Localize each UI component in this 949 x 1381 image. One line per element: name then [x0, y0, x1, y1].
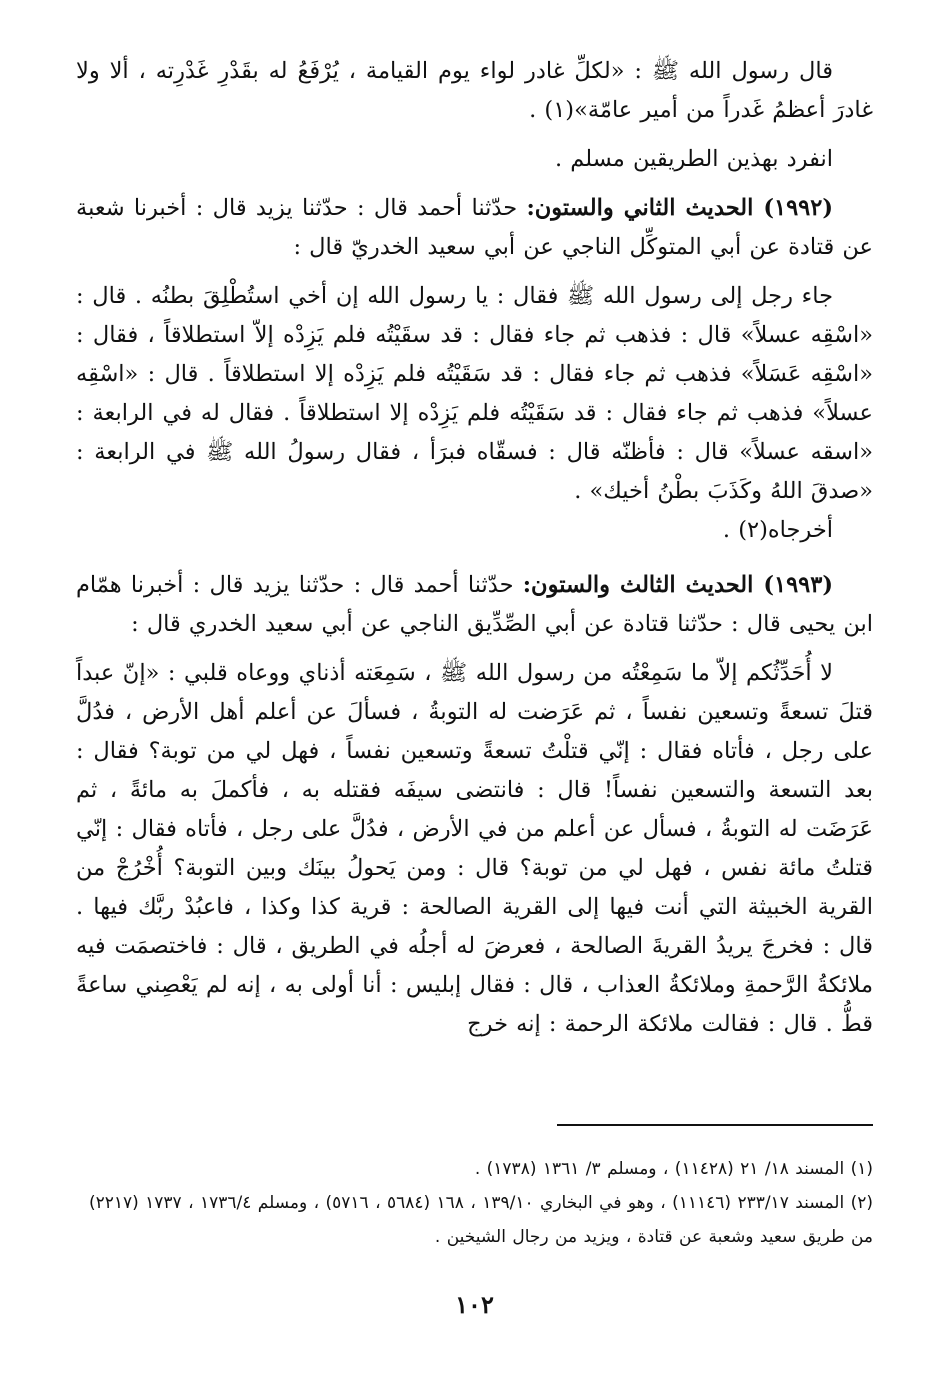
hadith-1993-heading: (١٩٩٣) الحديث الثالث والستون:: [522, 572, 833, 598]
paragraph-infarada-muslim: انفرد بهذين الطريقين مسلم .: [554, 146, 833, 172]
hadith-1992-isnad: حدّثنا أحمد قال : حدّثنا يزيد قال : أخبرنا شعبة عن قتادة عن أبي المتوكِّل الناجي عن أبي سعيد الخدريّ قال :: [76, 195, 873, 260]
paragraph-hadith-ghadir: قال رسول الله ﷺ : «لكلِّ غادر لواء يوم القيامة ، يُرْفَعُ له بقَدْرِ غَدْرِته ، ألا ولا غادرَ أعظمُ غَدراً من أمير عامّة»(١) .: [76, 58, 873, 123]
hadith-1993-intro: [76, 566, 873, 644]
hadith-1993-isnad: حدّثنا أحمد قال : حدّثنا يزيد قال : أخبرنا همّام ابن يحيى قال : حدّثنا قتادة عن أبي الصِّدِّيق الناجي عن أبي سعيد الخدري قال :: [76, 572, 873, 637]
hadith-1992-heading: (١٩٩٢) الحديث الثاني والستون:: [526, 195, 833, 221]
hadith-1992-matn: جاء رجل إلى رسول الله ﷺ فقال : يا رسول الله إن أخي استُطْلِقَ بطنُه . قال : «اسْقِه عسلاً» قال : فذهب ثم جاء فقال : قد سقَيْتُه فلم يَزِدْه إلاّ استطلاقاً ، فقال : «اسْقِه عَسَلاً» فذهب ثم جاء فقال : قد سَقَيْتُه فلم يَزِدْه إلا استطلاقاً . قال : «اسْقِه عسلاً» فذهب ثم جاء فقال : قد سَقَيْتُه فلم يَزِدْه إلا استطلاقاً . فقال له في الرابعة : «اسقه عسلاً» قال : فأظنّه قال : فسقّاه فبرَأ ، فقال رسولُ الله ﷺ في الرابعة : «صدقَ اللهُ وكَذَبَ بطْنُ أخيك» .: [76, 283, 873, 504]
footnote-2: (٢) المسند ٢٣٣/١٧ (١١١٤٦) ، وهو في البخاري ١٣٩/١٠ ، ١٦٨ (٥٦٨٤ ، ٥٧١٦) ، ومسلم ١٧٣٦/٤ ، ١٧٣٧ (٢٢١٧) من طريق سعيد وشعبة عن قتادة ، ويزيد من رجال الشيخين .: [88, 1193, 873, 1247]
page-number: ١٠٢: [455, 1290, 494, 1319]
footnote-divider: [557, 1124, 873, 1126]
hadith-1993-matn: لا أُحَدِّثُكم إلاّ ما سَمِعْتُه من رسول الله ﷺ ، سَمِعَته أذناي ووعاه قلبي : «إنّ عبداً قتلَ تسعةً وتسعين نفساً ، ثم عَرَضت له التوبةُ ، فسألَ عن أعلم أهل الأرض ، فدُلَّ على رجل ، فأتاه فقال : إنّي قتلْتُ تسعةً وتسعين نفساً ، فهل لي من توبة؟ فقال : بعد التسعة والتسعين نفساً! قال : فانتضى سيفَه فقتله به ، فأكملَ به مائةً ، ثم عَرَضَت له التوبةُ ، فسأل عن أعلم من في الأرض ، فدُلَّ على رجل ، فأتاه فقال : إنّي قتلتُ مائة نفس ، فهل لي من توبة؟ قال : ومن يَحولُ بينَك وبين التوبة؟ أُخْرُجْ من القرية الخبيثة التي أنت فيها إلى القرية الصالحة : قرية كذا وكذا ، فاعبُدْ ربَّك فيها . قال : فخرجَ يريدُ القريةَ الصالحة ، فعرضَ له أجلُه في الطريق ، قال : فاختصمَت فيه ملائكةُ الرَّحمةِ وملائكةُ العذاب ، قال : فقال إبليس : أنا أولى به ، إنه لم يَعْصِني ساعةً قطُّ . قال : فقالت ملائكة الرحمة : إنه خرج: [76, 660, 873, 1037]
main-text: [76, 52, 873, 1044]
hadith-1992-intro: [76, 189, 873, 267]
paragraph-akhrajahu: أخرجاه(٢) .: [722, 517, 833, 543]
footnote-1: (١) المسند ١٨/ ٢١ (١١٤٢٨) ، ومسلم ٣/ ١٣٦١ (١٧٣٨) .: [474, 1159, 873, 1179]
footnotes: [76, 1152, 873, 1254]
